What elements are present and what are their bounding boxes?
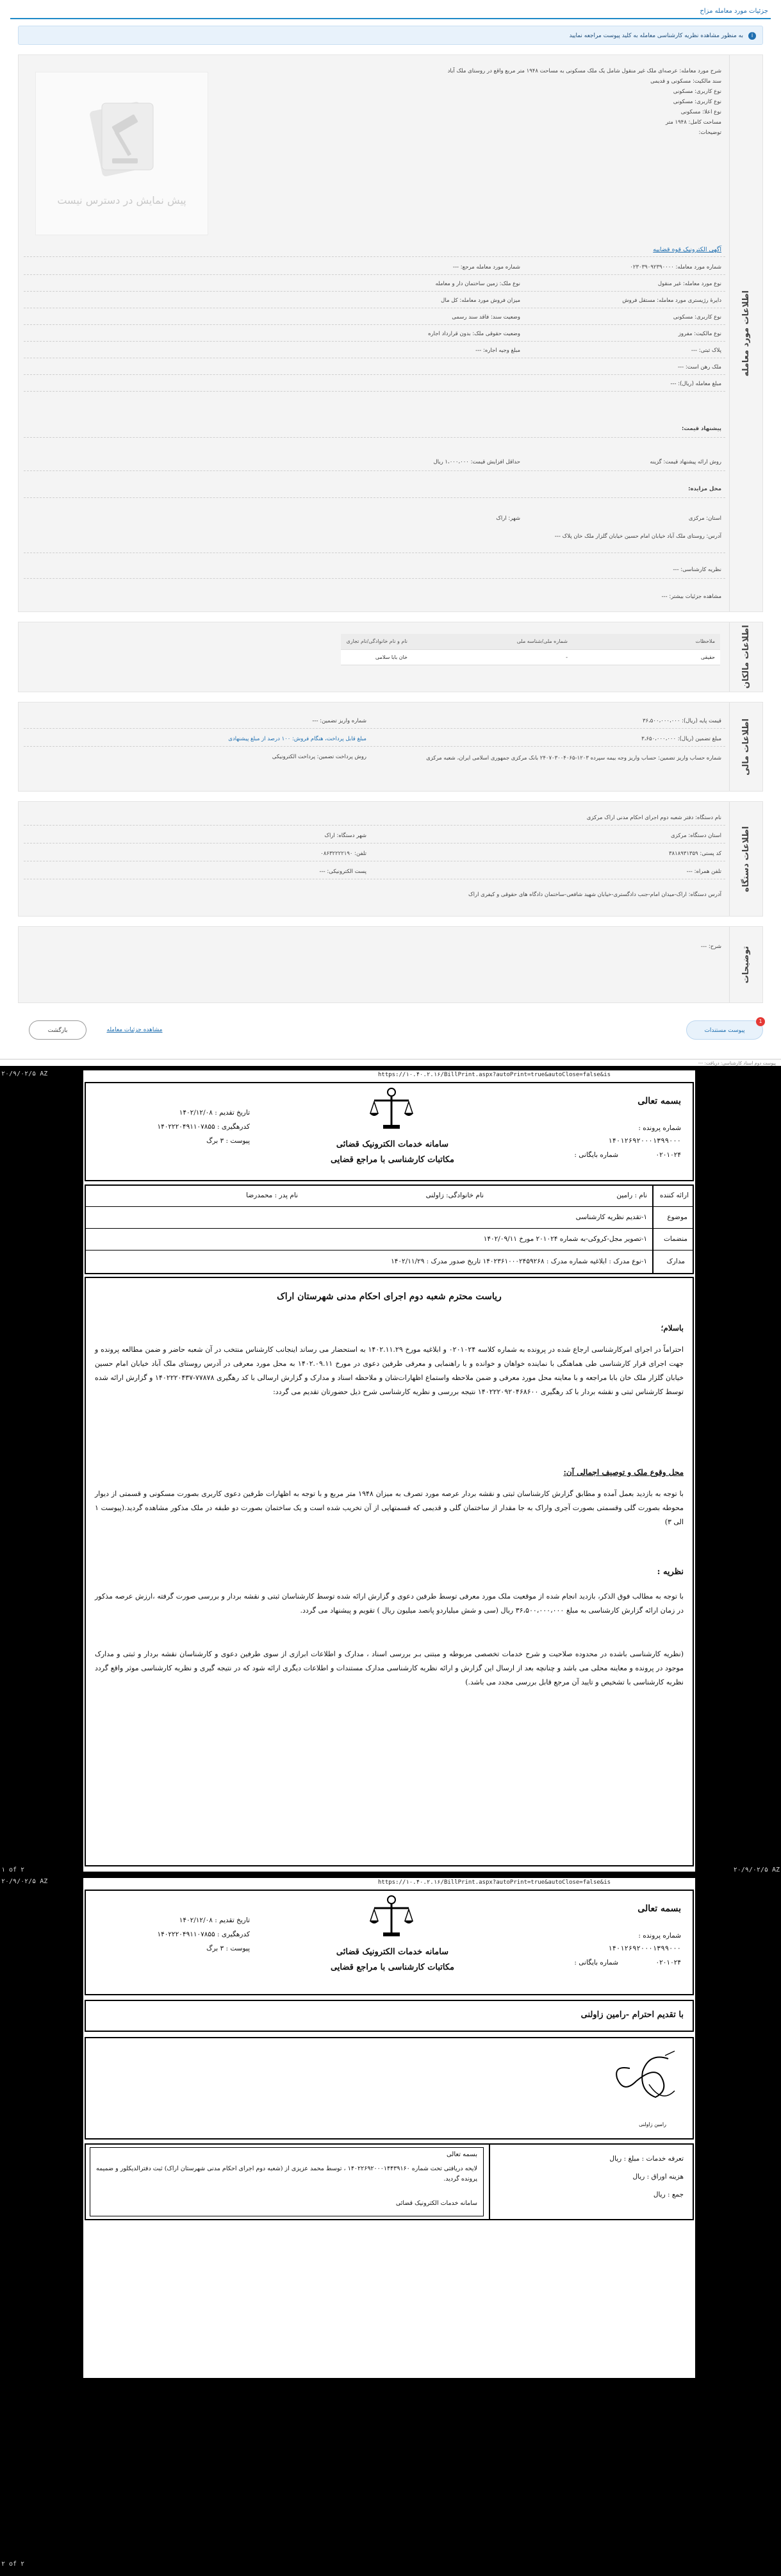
table-header: ملاحظات	[573, 634, 720, 649]
submit-date: تاریخ تقدیم : ۱۴۰۲/۱۲/۰۸	[179, 1109, 250, 1117]
field: استان دستگاه: مرکزی	[671, 833, 721, 839]
field: مبلغ معامله (ریال): ---	[670, 381, 721, 387]
print-url: https://۱۰.۴۰.۲.۱۶/BillPrint.aspx?autoPrint=true&autoClose=false&is	[378, 1072, 611, 1078]
basmala: بسمه تعالی	[637, 1904, 681, 1914]
presenter-father: نام پدر : محمدرضا	[246, 1192, 298, 1199]
signature-name: رامین زاولنی	[639, 2122, 666, 2127]
presenter-family: نام خانوادگی: زاولنی	[425, 1192, 484, 1199]
subject-label: موضوع	[667, 1213, 687, 1221]
case-label: شماره پرونده :	[638, 1932, 681, 1940]
divider	[24, 497, 725, 498]
field: شماره مورد معامله: ۰۲۳۰۳۹۰۹۲۳۹۰۰۰۰	[630, 264, 721, 270]
desc-line: شرح مورد معامله: عرصه‌ای ملک غیر منقول شامل یک ملک مسکونی به مساحت ۱۹۴۸ متر مربع واقع در روستای ملک آباد	[447, 68, 721, 74]
owners-table	[341, 634, 720, 665]
panel-label: توضیحات	[729, 927, 762, 1002]
divider	[489, 2143, 490, 2220]
receipt-text: لایحه دریافتی تحت شماره ۱۴۰۲۲۶۹۲۰۰۰۱۴۴۳۹۱۶۰ ، توسط محمد عزیزی از (شعبه دوم اجرای احکام مدنی شهرستان اراک) ثبت دفترالدیکلور و ضمیمه پرونده گردید.	[96, 2165, 477, 2182]
field: قیمت پایه (ریال): ۳۶،۵۰۰،۰۰۰،۰۰۰	[642, 718, 721, 724]
attachment-count: پیوست : ۳ برگ	[206, 1137, 250, 1145]
field: نوع کاربری: مسکونی	[673, 314, 721, 320]
section-heading: محل وقوع ملک و توصیف اجمالی آن:	[563, 1468, 684, 1477]
field: پست الکترونیکی: ---	[319, 868, 366, 875]
subject-value: ۱-تقدیم نظریه کارشناسی	[575, 1213, 647, 1221]
basmala: بسمه تعالی	[637, 1096, 681, 1106]
divider	[24, 470, 725, 471]
page-number: ۱ of ۲	[1, 1866, 25, 1874]
divider	[24, 256, 725, 257]
info-icon: i	[748, 32, 756, 40]
view-more-link[interactable]: مشاهده جزئیات معامله	[106, 1027, 163, 1033]
divider	[24, 746, 725, 747]
fee-line: تعرفه خدمات : مبلغ : ریال	[609, 2155, 684, 2163]
fee-line: جمع : ریال	[653, 2191, 684, 2198]
deal-details-page	[0, 0, 781, 1066]
scales-of-justice-icon	[369, 1894, 414, 1939]
table-cell: خان بابا سلامی	[341, 649, 413, 665]
attachments-label: پیوست مستندات	[704, 1027, 745, 1034]
field: مشاهده جزئیات بیشتر: ---	[661, 594, 721, 600]
field: شهر دستگاه: اراک	[324, 833, 366, 839]
field: استان: مرکزی	[688, 515, 721, 522]
divider	[24, 324, 725, 325]
divider	[24, 274, 725, 275]
desc-line: نوع اعلا: مسکونی	[680, 109, 721, 115]
field: نظریه کارشناسی: ---	[673, 567, 721, 573]
tracking-code: کدرهگیری : ۱۴۰۲۲۲۰۴۹۱۱۰۷۸۵۵	[157, 1123, 250, 1131]
field: حداقل افزایش قیمت: ۱،۰۰۰،۰۰۰ ریال	[433, 459, 520, 465]
table-cell: -	[413, 649, 573, 665]
desc-line: نوع کاربری: مسکونی	[673, 99, 721, 105]
divider	[24, 291, 725, 292]
submit-date: تاریخ تقدیم : ۱۴۰۲/۱۲/۰۸	[179, 1916, 250, 1924]
field: کد پستی: ۳۸۱۸۹۳۱۳۵۹	[668, 851, 721, 857]
notice-banner	[18, 26, 763, 45]
document-page	[83, 1070, 695, 1872]
divider	[24, 825, 725, 826]
regards-text: با تقدیم احترام -رامین زاولنی	[580, 2010, 684, 2020]
desc-line: توضیحات:	[698, 129, 721, 136]
archive-label: شماره بایگانی :	[574, 1959, 618, 1966]
address: آدرس: روستای ملک آباد خیابان امام حسین خیابان گلزار ملک خان پلاک ---	[554, 533, 721, 540]
divider	[24, 391, 725, 392]
field: مبلغ وجیه اجاره: ---	[475, 347, 520, 354]
small-caption: پیوست دوم اسناد کارشناسی: دریافت: ---	[698, 1061, 776, 1066]
gavel-icon	[84, 92, 161, 181]
divider	[24, 437, 725, 438]
field: نوع ملک: زمین ساختمان دار و معامله	[435, 281, 520, 287]
signature-image	[604, 2046, 681, 2116]
panel-label: اطلاعات مالکان	[729, 622, 762, 692]
desc-line: سند مالکیت: مسکونی و قدیمی	[650, 78, 721, 85]
table-header: شماره ملی/شناسه ملی	[413, 634, 573, 649]
divider	[24, 728, 725, 729]
recipient: ریاست محترم شعبه دوم اجرای احکام مدنی شهرستان اراک	[277, 1292, 502, 1302]
attachments-label: منضمات	[663, 1235, 687, 1243]
notice-text: به منظور مشاهده نظریه کارشناسی معامله به کلید پیوست مراجعه نمایید	[569, 33, 743, 39]
field: تلفن همراه: ---	[686, 868, 721, 875]
archive-number: ۰۲۰۱۰۲۴	[655, 1151, 681, 1159]
field: شماره واریز تضمین: ---	[312, 718, 366, 724]
org-name: سامانه خدمات الکترونیک قضائی	[336, 1140, 449, 1149]
document-page	[83, 1878, 695, 2378]
agency-panel	[18, 801, 763, 917]
divider	[24, 578, 725, 579]
divider	[85, 1250, 694, 1251]
page-title: جزئیات مورد معامله مزاح	[700, 8, 768, 15]
desc-line: مساحت کامل: ۱۹۴۸ متر	[665, 119, 721, 126]
field: نوع مورد معامله: غیر منقول	[657, 281, 721, 287]
org-subtitle: مکاتبات کارشناسی با مراجع قضایی	[330, 1155, 455, 1165]
archive-label: شماره بایگانی :	[574, 1151, 618, 1159]
attachments-button[interactable]	[686, 1020, 763, 1040]
panel-label: اطلاعات دستگاه	[729, 802, 762, 916]
field: شماره مورد معامله مرجع: ---	[452, 264, 520, 270]
field: مبلغ قابل پرداخت، هنگام فروش: ۱۰۰ درصد از مبلغ پیشنهادی	[228, 736, 366, 742]
table-header: نام و نام خانوادگی/نام تجاری	[341, 634, 413, 649]
divider	[85, 1228, 694, 1229]
field: مبلغ تضمین (ریال): ۳،۶۵۰،۰۰۰،۰۰۰	[641, 736, 721, 742]
archive-number: ۰۲۰۱۰۲۴	[655, 1959, 681, 1966]
field: وضعیت سند: فاقد سند رسمی	[452, 314, 520, 320]
field: روش پرداخت تضمین: پرداخت الکترونیکی	[272, 754, 366, 760]
body-paragraph: با توجه به بازدید بعمل آمده و مطابق گزارش کارشناسان ثبتی و نقشه بردار عرصه مورد تصرف به میزان ۱۹۴۸ متر مربع و با توجه به اظهارات طرفین دعوی کاربری بصورت مسکونی و قسمتی از دیوار محوطه بصورت گلی وقسمتی بصورت آجری واراک به جا مقدار از ساختمان گلی و قدیمی که قسمتهایی از آن تخریب شده است و یک ساختمان بصورت دو طبقه در ملک مذکور مشاهده گردید.(پیوست ۱ الی ۳)	[95, 1490, 684, 1526]
financial-panel	[18, 702, 763, 792]
divider	[652, 1184, 654, 1274]
org-name: سامانه خدمات الکترونیک قضائی	[336, 1947, 449, 1957]
panel-label: اطلاعات مورد معامله	[729, 55, 762, 611]
field: دایرۀ رژیستری مورد معامله: مستقل فروش	[622, 297, 721, 304]
field: میزان فروش مورد معامله: کل مال	[441, 297, 520, 304]
page-number: ۲ of ۲	[1, 2561, 25, 2568]
field: وضعیت حقوقی ملک: بدون قرارداد اجاره	[428, 331, 520, 337]
case-label: شماره پرونده :	[638, 1124, 681, 1132]
case-number: ۱۴۰۱۲۶۹۲۰۰۰۱۳۹۹۰۰۰	[608, 1945, 681, 1952]
attachment-count: پیوست : ۳ برگ	[206, 1945, 250, 1952]
field: ملک رهن است: ---	[677, 364, 721, 370]
fee-line: هزینه اوراق : ریال	[632, 2173, 684, 2181]
deal-info-panel	[18, 54, 763, 612]
body-paragraph: (نظریه کارشناسی باشده در محدوده صلاحیت و شرح خدمات تخصصی مربوطه و مبتنی بـر بررسی اسناد ، مدارک و اطلاعات ابرازی از سوی طرفین دعوی و کارشناسان نقشه بردار و ثبتی و مدارک موجود در پرونده و معاینه محلی می باشد و چنانچه بعد از ارسال این گزارش و ارائه نظریه کارشناسی مدارک مستندات و اطلاعات دیگری ارائه شود که در نتیجه گیری و نظریه کارشناسی موثر واقع گردد نظریه کارشناسی با تشخیص و تایید آن مرجع قابل بررسی مجدد می باشد.)	[95, 1650, 684, 1686]
field: آدرس دستگاه: اراک-میدان امام-جنب دادگستری-خیابان شهید شافعی-ساختمان دادگاه های حقوقی و کیفری اراک	[468, 892, 721, 898]
page-header	[10, 0, 771, 19]
print-url: https://۱۰.۴۰.۲.۱۶/BillPrint.aspx?autoPrint=true&autoClose=false&is	[378, 1879, 611, 1886]
table-cell: حقیقی	[573, 649, 720, 665]
panel-label: اطلاعات مالی	[729, 702, 762, 791]
case-number: ۱۴۰۱۲۶۹۲۰۰۰۱۳۹۹۰۰۰	[608, 1137, 681, 1145]
section-heading: نظریه :	[657, 1567, 684, 1577]
presenter-name: نام : رامین	[616, 1192, 647, 1199]
attachments-badge: 1	[756, 1017, 765, 1026]
field: شرح: ---	[700, 943, 721, 950]
scales-of-justice-icon	[369, 1086, 414, 1131]
field: پلاک ثبتی: ---	[691, 347, 721, 354]
divider	[85, 1206, 694, 1207]
documents-label: مدارک	[666, 1258, 685, 1265]
field: تلفن: ۰۸۶۳۲۲۲۲۱۹۰	[320, 851, 366, 857]
presenter-label: ارائه کننده	[659, 1192, 689, 1199]
field: نوع مالکیت: مفروز	[678, 331, 721, 337]
section-title: محل مزایده:	[688, 486, 721, 492]
placeholder-text: پیش نمایش در دسترس نیست	[57, 194, 186, 206]
print-date: ۲۰/۹/۰۲/۵ AZ	[1, 1070, 48, 1077]
field: شماره حساب واریز تضمین: حساب واریز وجه بیمه سپرده ۱۲۰۳-۲۴۰۷۰۳۰۰۴۰۶۵ بانک مرکزی جمهوری اسلامی ایران، شعبه مرکزی	[426, 755, 721, 761]
greeting: باسلام؛	[661, 1324, 684, 1333]
desc-line: نوع کاربری: مسکونی	[673, 88, 721, 95]
print-date: ۲۰/۹/۰۲/۵ AZ	[1, 1878, 48, 1885]
tracking-code: کدرهگیری : ۱۴۰۲۲۲۰۴۹۱۱۰۷۸۵۵	[157, 1931, 250, 1938]
receipt-sign: سامانه خدمات الکترونیک قضائی	[395, 2200, 477, 2207]
documents-value: ۱-نوع مدرک : ابلاغیه شماره مدرک : ۱۴۰۲۳۶۱۰۰۰۲۴۵۹۲۶۸ تاریخ صدور مدرک : ۱۴۰۲/۱۱/۲۹	[391, 1258, 647, 1265]
field: شهر: اراک	[496, 515, 520, 522]
image-placeholder	[35, 72, 208, 235]
divider	[24, 341, 725, 342]
org-subtitle: مکاتبات کارشناسی با مراجع قضایی	[330, 1963, 455, 1972]
section-title: پیشنهاد قیمت:	[681, 426, 721, 432]
print-date: ۲۰/۹/۰۲/۵ AZ	[733, 1866, 780, 1874]
receipt-title: بسمه تعالی	[446, 2151, 477, 2158]
description-panel	[18, 926, 763, 1003]
divider	[24, 374, 725, 375]
table-row	[341, 649, 720, 665]
attachments-value: ۱-تصویر مجل-کروکی-به شماره ۲۰۱۰۲۴ مورخ ۱۴۰۲/۰۹/۱۱	[483, 1235, 647, 1243]
field: روش ارائه پیشنهاد قیمت: گزینه	[650, 459, 721, 465]
body-paragraph: با توجه به مطالب فوق الذکر، بازدید انجام شده از موقعیت ملک مورد معرفی توسط طرفین دعوی و گزارش ارائه شده توسط کارشناسان ثبتی و نقشه بردار و بررسی صورت گرفته ،ارزش عرصه مذکور در زمان ارائه گزارش کارشناسی به مبلغ ۳۶،۵۰۰،۰۰۰،۰۰۰ ریال (سی و شش میلیاردو پانصد میلیون ریال ) تقویم و پیشنهاد می گردد.	[95, 1592, 684, 1615]
body-paragraph: احتراماً در اجرای امرکارشناسی ارجاع شده در پرونده به شماره کلاسه ۰۲۰۱۰۲۴ و ابلاغیه مورخ ۱۴۰۲.۱۱.۲۹ به استحضار می رساند اینجانب کارشناس منتخب در آن شعبه حاضر و ضمن مطالعه پرونده و جهت اجرای قرار کارشناسی طی هماهنگی با نماینده خواهان و خوانده و با راهنمایی و معرفی طرفین دعوی در مورخ ۱۴۰۲.۰۹.۱۱ به محل مورد معرفی در آدرس روستای ملک آباد خیابان امام حسین خیابان گلزار ملک خان بابا مراجعه و با معاینه محل مورد معرفی و ضمن ملاحظه واستماع اظهارات‌شان و ملاحظه اسناد و مدارک و گزارش ارسالی با کد رهگیری ۷۷۸۷۸-۱۴۰۲۲۲۰۴۳۷ و گزارش ارائه شده توسط کارشناس ثبتی و نقشه بردار با کد رهگیری ۱۴۰۲۲۲۰۹۲۰۴۶۸۶۰۰ نتیجه بررسی و نظریه کارشناسی شرح ذیل حضورتان تقدیم می گردد:	[95, 1345, 684, 1396]
back-button[interactable]: بازگشت	[29, 1020, 86, 1040]
e-notice-link[interactable]: آگهی الکترونیک قوه قضاییه	[653, 246, 721, 253]
signature-box	[85, 2037, 694, 2140]
owners-panel	[18, 622, 763, 692]
field: نام دستگاه: دفتر شعبه دوم اجرای احکام مدنی اراک مرکزی	[586, 815, 721, 821]
